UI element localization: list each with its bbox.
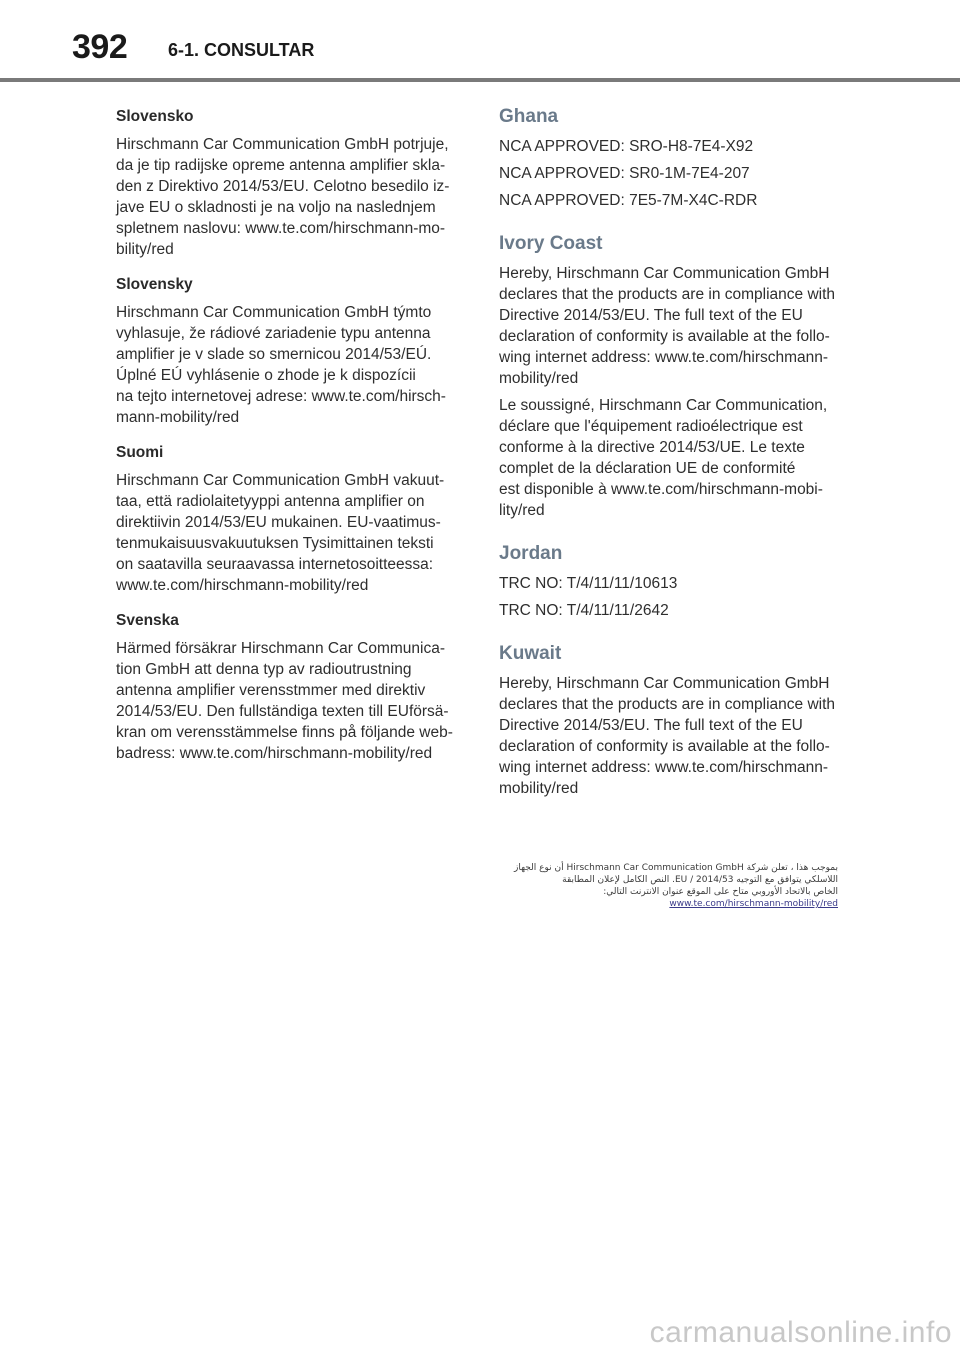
arabic-declaration — [500, 862, 838, 910]
heading-svenska: Svenska — [116, 612, 179, 629]
ghana-code-line: NCA APPROVED: SRO-H8-7E4-X92 — [499, 138, 754, 155]
text-suomi: Hirschmann Car Communication GmbH vakuut- taa, että radiolaitetyyppi antenna amplifier on direktiivin 2014/53/EU mukainen. EU-vaatimus- tenmukaisuusvakuutuksen Tysimittainen teksti on saatavilla seuraavassa internetosoitteessa: www.te.com/hirschmann-mobility/red — [116, 472, 445, 594]
ghana-code-line: NCA APPROVED: SR0-1M-7E4-207 — [499, 165, 750, 182]
ghana-code-line: NCA APPROVED: 7E5-7M-X4C-RDR — [499, 192, 758, 209]
text-slovensky: Hirschmann Car Communication GmbH týmto vyhlasuje, že rádiové zariadenie typu antenna amplifier je v slade so smernicou 2014/53/EÚ. Úplné EÚ vyhlásenie o zhode je k dispozícii na tejto internetovej adrese: www.te.com/hirsch- mann-mobility/red — [116, 304, 446, 426]
right-column — [499, 100, 851, 805]
text-kuwait: Hereby, Hirschmann Car Communication GmbH declares that the products are in compliance with Directive 2014/53/EU. The full text of the EU declaration of conformity is available at the follo- wing internet address: www.te.com/hirschmann- mobility/red — [499, 675, 836, 797]
section-title: 6-1. CONSULTAR — [168, 40, 315, 60]
arabic-line: بموجب هذا ، تعلن شركة Hirschmann Car Communication GmbH أن نوع الجهاز — [514, 863, 838, 873]
jordan-code-line: TRC NO: T/4/11/11/2642 — [499, 602, 669, 619]
heading-kuwait: Kuwait — [499, 643, 562, 664]
page-number: 392 — [72, 28, 128, 66]
arabic-line: الخاص بالاتحاد الأوروبي متاح على الموقع عنوان الانترنت التالي: — [603, 887, 838, 897]
text-ivory-coast-en: Hereby, Hirschmann Car Communication GmbH declares that the products are in compliance with Directive 2014/53/EU. The full text of the EU declaration of conformity is available at the follo- wing internet address: www.te.com/hirschmann- mobility/red — [499, 265, 836, 387]
page-header — [0, 0, 960, 80]
heading-ghana: Ghana — [499, 106, 559, 127]
heading-slovensko: Slovensko — [116, 108, 194, 125]
arabic-link[interactable]: www.te.com/hirschmann-mobility/red — [669, 899, 838, 909]
jordan-code-line: TRC NO: T/4/11/11/10613 — [499, 575, 678, 592]
header-rule — [0, 78, 960, 82]
left-column — [116, 100, 461, 780]
heading-ivory-coast: Ivory Coast — [499, 233, 603, 254]
heading-suomi: Suomi — [116, 444, 164, 461]
text-svenska: Härmed försäkrar Hirschmann Car Communica- tion GmbH att denna typ av radioutrustning antenna amplifier verensstmmer med direktiv 2014/53/EU. Den fullständiga texten till EUförsä- kran om verensstämmelse finns på följande web- badress: www.te.com/hirschmann-mobility/red — [116, 640, 453, 762]
text-ivory-coast-fr: Le soussigné, Hirschmann Car Communication, déclare que l'équipement radioélectrique est conforme à la directive 2014/53/UE. Le texte complet de la déclaration UE de conformité est disponible à www.te.com/hirschmann-mobi- lity/red — [499, 397, 828, 519]
watermark: carmanualsonline.info — [649, 1316, 952, 1349]
text-slovensko: Hirschmann Car Communication GmbH potrjuje, da je tip radijske opreme antenna amplifier skla- den z Direktivo 2014/53/EU. Celotno besedilo iz- jave EU o skladnosti je na voljo na naslednjem spletnem naslovu: www.te.com/hirschmann-mo- bility/red — [116, 136, 450, 258]
heading-slovensky: Slovensky — [116, 276, 193, 293]
arabic-line: اللاسلكي يتوافق مع التوجيه 2014/53 / EU. النص الكامل لإعلان المطابقة — [562, 875, 838, 885]
heading-jordan: Jordan — [499, 543, 563, 564]
